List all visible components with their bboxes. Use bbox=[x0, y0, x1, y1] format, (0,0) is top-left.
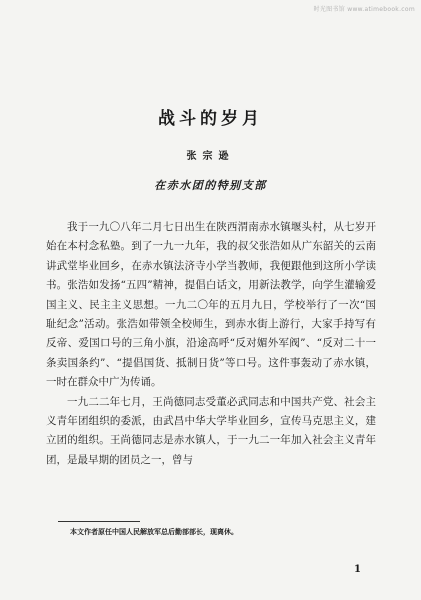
footnote-divider bbox=[58, 521, 140, 522]
body-text bbox=[46, 218, 376, 470]
paragraph: 我于一九〇八年二月七日出生在陕西渭南赤水镇堰头村，从七岁开始在本村念私塾。到了一九一九年，我的叔父张浩如从广东韶关的云南讲武堂毕业回乡，在赤水镇法济寺小学当教师，我便跟他到这所小学读书。张浩如发扬“五四”精神，提倡白话文，用新法教学，向学生灌输爱国主义、民主主义思想。一九二〇年的五月九日，学校举行了一次“国耻纪念”活动。张浩如带领全校师生，到赤水街上游行，大家手持写有反帝、爱国口号的三角小旗，沿途高呼“反对媚外军阀”、“反对二十一条卖国条约”、“提倡国货、抵制日货”等口号。这件事轰动了赤水镇，一时在群众中广为传诵。 bbox=[46, 221, 376, 389]
page-number: 1 bbox=[354, 564, 361, 575]
author-name: 张宗逊 bbox=[186, 151, 235, 162]
section-heading: 在赤水团的特别支部 bbox=[154, 179, 267, 192]
paragraph: 一九二二年七月，王尚德同志受董必武同志和中国共产党、社会主义青年团组织的委派，由武昌中华大学毕业回乡，宣传马克思主义，建立团的组织。王尚德同志是赤水镇人，于一九二一年加入社会主义青年团，是最早期的团员之一，曾与 bbox=[46, 395, 376, 466]
watermark: 时光图书馆 www.atimebook.com bbox=[313, 6, 415, 13]
chapter-title: 战斗的岁月 bbox=[158, 109, 263, 129]
footnote: 本文作者原任中国人民解放军总后勤部部长，现离休。 bbox=[70, 527, 238, 536]
